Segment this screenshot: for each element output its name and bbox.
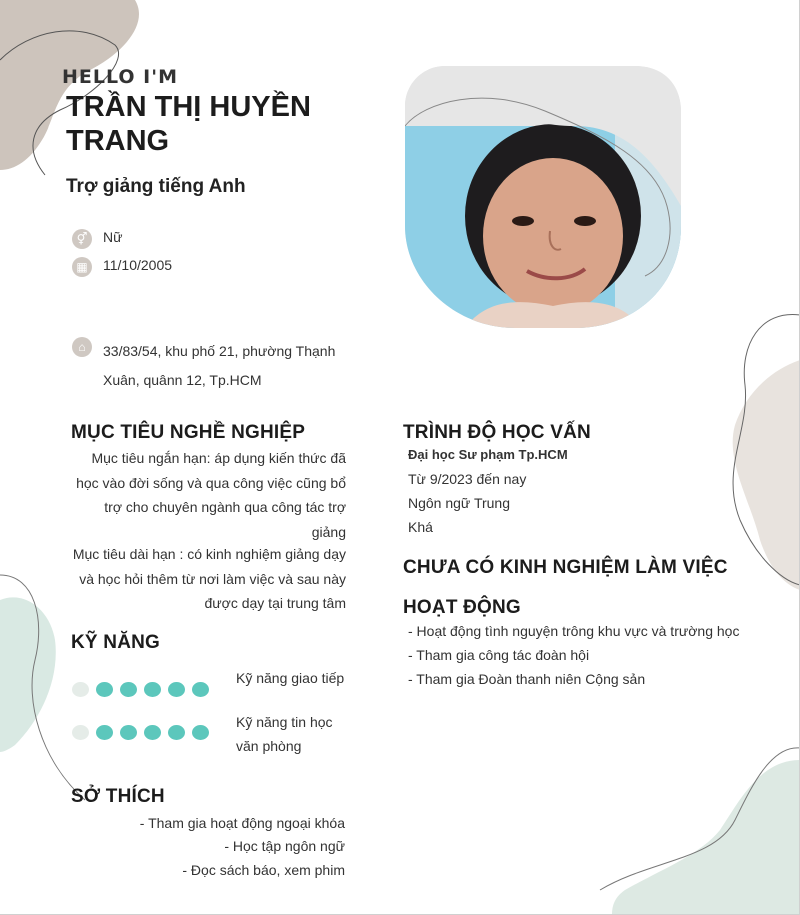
rating-dot-filled [96, 725, 113, 740]
home-icon: ⌂ [72, 337, 92, 357]
rating-dot-filled [120, 725, 137, 740]
skill-rating-office [72, 725, 216, 740]
birthday-value: 11/10/2005 [103, 257, 173, 273]
hello-label: HELLO I'M [62, 66, 178, 88]
rating-dot-filled [192, 682, 209, 697]
skill-rating-communication [72, 682, 216, 697]
gender-row [72, 229, 122, 249]
job-title: Trợ giảng tiếng Anh [66, 176, 246, 197]
rating-dot-filled [144, 725, 161, 740]
education-heading: TRÌNH ĐỘ HỌC VẤN [403, 422, 591, 443]
skill-label-office: Kỹ năng tin học văn phòng [236, 714, 333, 754]
hobbies-heading: SỞ THÍCH [71, 786, 165, 807]
rating-dot-filled [144, 682, 161, 697]
education-grade: Khá [408, 519, 433, 535]
candidate-name: TRẦN THỊ HUYỀN TRANG [66, 91, 311, 157]
gender-value: Nữ [103, 229, 123, 245]
skill-label-communication: Kỹ năng giao tiếp [236, 670, 345, 686]
rating-dot-filled [168, 725, 185, 740]
career-goal-heading: MỤC TIÊU NGHỀ NGHIỆP [71, 422, 306, 443]
education-major: Ngôn ngữ Trung [408, 495, 510, 511]
hobby-item: - Học tập ngôn ngữ [224, 838, 345, 854]
short-term-goal: Mục tiêu ngắn hạn: áp dụng kiến thức đã học vào đời sống và qua công việc cũng bổ trợ cho chuyên ngành qua công tác trợ giảng [76, 450, 346, 540]
rating-dot-filled [192, 725, 209, 740]
hobby-item: - Đọc sách báo, xem phim [182, 862, 345, 878]
long-term-goal: Mục tiêu dài hạn : có kinh nghiệm giảng dạy và học hỏi thêm từ nơi làm việc và sau này được dạy tại trung tâm [72, 546, 346, 611]
activity-item: - Tham gia công tác đoàn hội [408, 647, 590, 663]
activity-item: - Tham gia Đoàn thanh niên Cộng sản [408, 671, 646, 687]
birthday-cake-icon: ▦ [72, 257, 92, 277]
hobby-item: - Tham gia hoạt động ngoại khóa [139, 815, 345, 831]
activities-heading: HOẠT ĐỘNG [403, 597, 521, 618]
gender-icon: ⚥ [72, 229, 92, 249]
rating-dot-empty [72, 725, 89, 740]
profile-photo [405, 66, 681, 328]
birthday-row [72, 257, 172, 277]
experience-heading: CHƯA CÓ KINH NGHIỆM LÀM VIỆC [403, 557, 728, 578]
rating-dot-filled [96, 682, 113, 697]
school-name: Đại học Sư phạm Tp.HCM [408, 447, 568, 462]
skills-heading: KỸ NĂNG [71, 632, 161, 653]
rating-dot-filled [120, 682, 137, 697]
rating-dot-empty [72, 682, 89, 697]
education-period: Từ 9/2023 đến nay [408, 471, 527, 487]
address-value: 33/83/54, khu phố 21, phường Thạnh Xuân, quânn 12, Tp.HCM [103, 343, 336, 388]
address-row [72, 337, 353, 395]
activity-item: - Hoạt động tình nguyện trông khu vực và trường học [408, 623, 740, 639]
rating-dot-filled [168, 682, 185, 697]
